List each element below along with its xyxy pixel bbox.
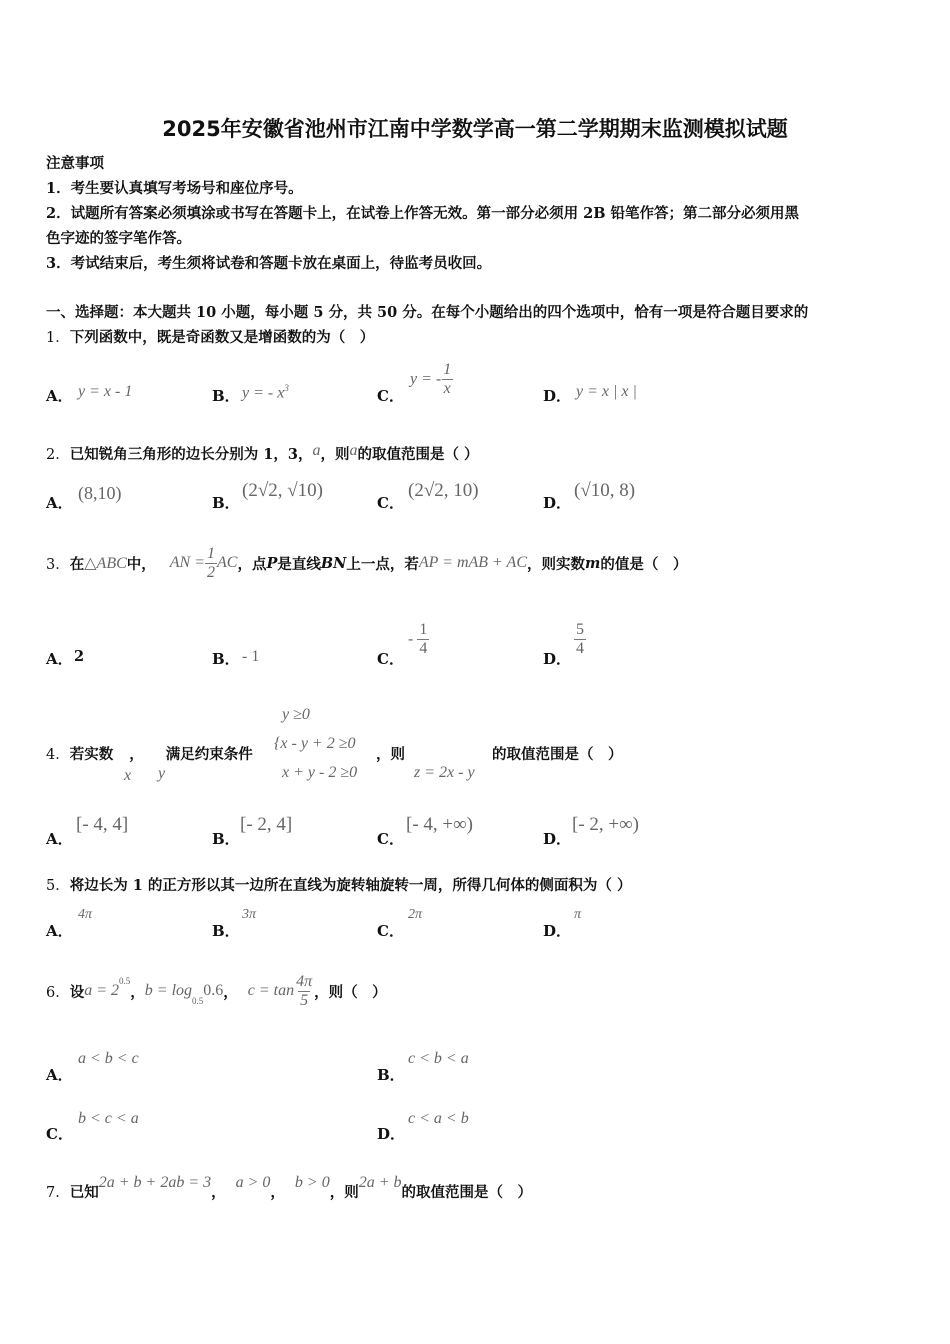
option-d-label: D．	[543, 922, 572, 940]
q1-option-c: y = - $\frac{1}{x}$	[410, 361, 452, 397]
q5-option-b: 3π	[242, 907, 257, 922]
option-a-label: A．	[46, 494, 73, 512]
q3-option-a: 2	[74, 648, 85, 665]
option-b-label: B．	[377, 1066, 405, 1084]
q3-option-c: - $\frac{1}{4}$	[408, 621, 428, 657]
option-b-label: B．	[212, 387, 240, 405]
option-c-label: C．	[377, 922, 404, 940]
q1-option-b: y = - $x^3$	[242, 383, 289, 402]
q4-constraint-2: {x - y + 2 ≥0	[274, 735, 356, 752]
option-b-label: B．	[212, 650, 240, 668]
question-4-stem: 4．若实数 ， 满足约束条件	[46, 746, 253, 763]
q5-option-c: 2π	[408, 907, 423, 922]
option-c-label: C．	[377, 387, 404, 405]
q6-option-d: c < a < b	[408, 1110, 469, 1127]
option-b-label: B．	[212, 830, 240, 848]
option-a-label: A．	[46, 1066, 73, 1084]
q6-option-c: b < c < a	[78, 1110, 139, 1127]
q2-option-a: (8,10)	[78, 483, 122, 503]
q4-option-b: [- 2, 4]	[240, 814, 293, 835]
option-a-label: A．	[46, 922, 73, 940]
question-7-stem: 7．已知2a + b + 2ab = 3，a > 0，b > 0，则2a + b的取值范围是（ ）	[46, 1174, 533, 1201]
question-number: 1．	[46, 330, 70, 346]
q4-option-d: [- 2, +∞)	[572, 814, 639, 835]
question-1-stem	[46, 326, 374, 347]
notes-heading: 注意事项	[46, 155, 104, 172]
q4-text-range: 的取值范围是（ ）	[492, 746, 623, 763]
option-c-label: C．	[377, 494, 404, 512]
q1-option-a: y = x - 1	[78, 383, 133, 400]
section-1-heading: 一、选择题：本大题共 10 小题，每小题 5 分，共 50 分。在每个小题给出的四个选项中，恰有一项是符合题目要求的	[46, 304, 809, 321]
q4-var-x: x	[124, 767, 132, 784]
q3-option-b: - 1	[242, 648, 260, 665]
q4-option-c: [- 4, +∞)	[406, 814, 473, 835]
q1-option-d: y = x | x |	[576, 383, 637, 400]
option-d-label: D．	[543, 387, 572, 405]
q6-option-a: a < b < c	[78, 1050, 139, 1067]
question-5-stem: 5．将边长为 1 的正方形以其一边所在直线为旋转轴旋转一周，所得几何体的侧面积为（ ）	[46, 877, 632, 894]
question-text: 下列函数中，既是奇函数又是增函数的为（ ）	[69, 329, 375, 346]
notes-item-3: 3．考试结束后，考生须将试卷和答题卡放在桌面上，待监考员收回。	[46, 255, 492, 272]
notes-item-1: 1．考生要认真填写考场号和座位序号。	[46, 180, 303, 197]
option-a-label: A．	[46, 650, 73, 668]
q6-option-b: c < b < a	[408, 1050, 469, 1067]
q4-text-then: ，则	[376, 746, 405, 763]
option-a-label: A．	[46, 830, 73, 848]
option-c-label: C．	[377, 830, 404, 848]
q5-option-a: 4π	[78, 907, 93, 922]
option-c-label: C．	[46, 1125, 73, 1143]
option-d-label: D．	[543, 494, 572, 512]
option-d-label: D．	[543, 650, 572, 668]
option-b-label: B．	[212, 494, 240, 512]
question-3-stem: 3． 在 △ABC 中， AN = $\frac{1}{2}$ AC ，点 P 是直线 BN 上一点，若 AP = mAB + AC ，则实数 m 的值是（ ）	[46, 544, 688, 581]
option-c-label: C．	[377, 650, 404, 668]
option-d-label: D．	[377, 1125, 406, 1143]
q2-option-b: (2√2, √10)	[242, 480, 324, 501]
q4-var-y: y	[158, 765, 166, 782]
option-a-label: A．	[46, 387, 73, 405]
option-d-label: D．	[543, 830, 572, 848]
question-6-stem: 6． 设 a = 2 $^{0.5}$ ， b = log $_{0.5}$ 0.6 ， c = tan $\frac{4\pi}{5}$ ，则（ ）	[46, 972, 387, 1009]
q4-constraint-3: x + y - 2 ≥0	[282, 764, 358, 781]
q2-option-c: (2√2, 10)	[408, 480, 479, 501]
notes-item-2-line-1: 2．试题所有答案必须填涂或书写在答题卡上，在试卷上作答无效。第一部分必须用 2B 铅笔作答；第二部分必须用黑	[46, 205, 800, 222]
q2-option-d: (√10, 8)	[574, 480, 636, 501]
page-title: 2025年安徽省池州市江南中学数学高一第二学期期末监测模拟试题	[162, 117, 788, 141]
q4-objective: z = 2x - y	[414, 764, 475, 781]
q5-option-d: π	[574, 907, 582, 922]
q3-option-d: $\frac{5}{4}$	[576, 621, 584, 657]
option-b-label: B．	[212, 922, 240, 940]
q4-option-a: [- 4, 4]	[76, 814, 129, 835]
question-2-stem: 2．已知锐角三角形的边长分别为 1，3，a，则a的取值范围是（ ）	[46, 442, 479, 463]
notes-item-2-line-2: 色字迹的签字笔作答。	[46, 230, 191, 247]
q4-constraint-1: y ≥0	[282, 706, 310, 723]
